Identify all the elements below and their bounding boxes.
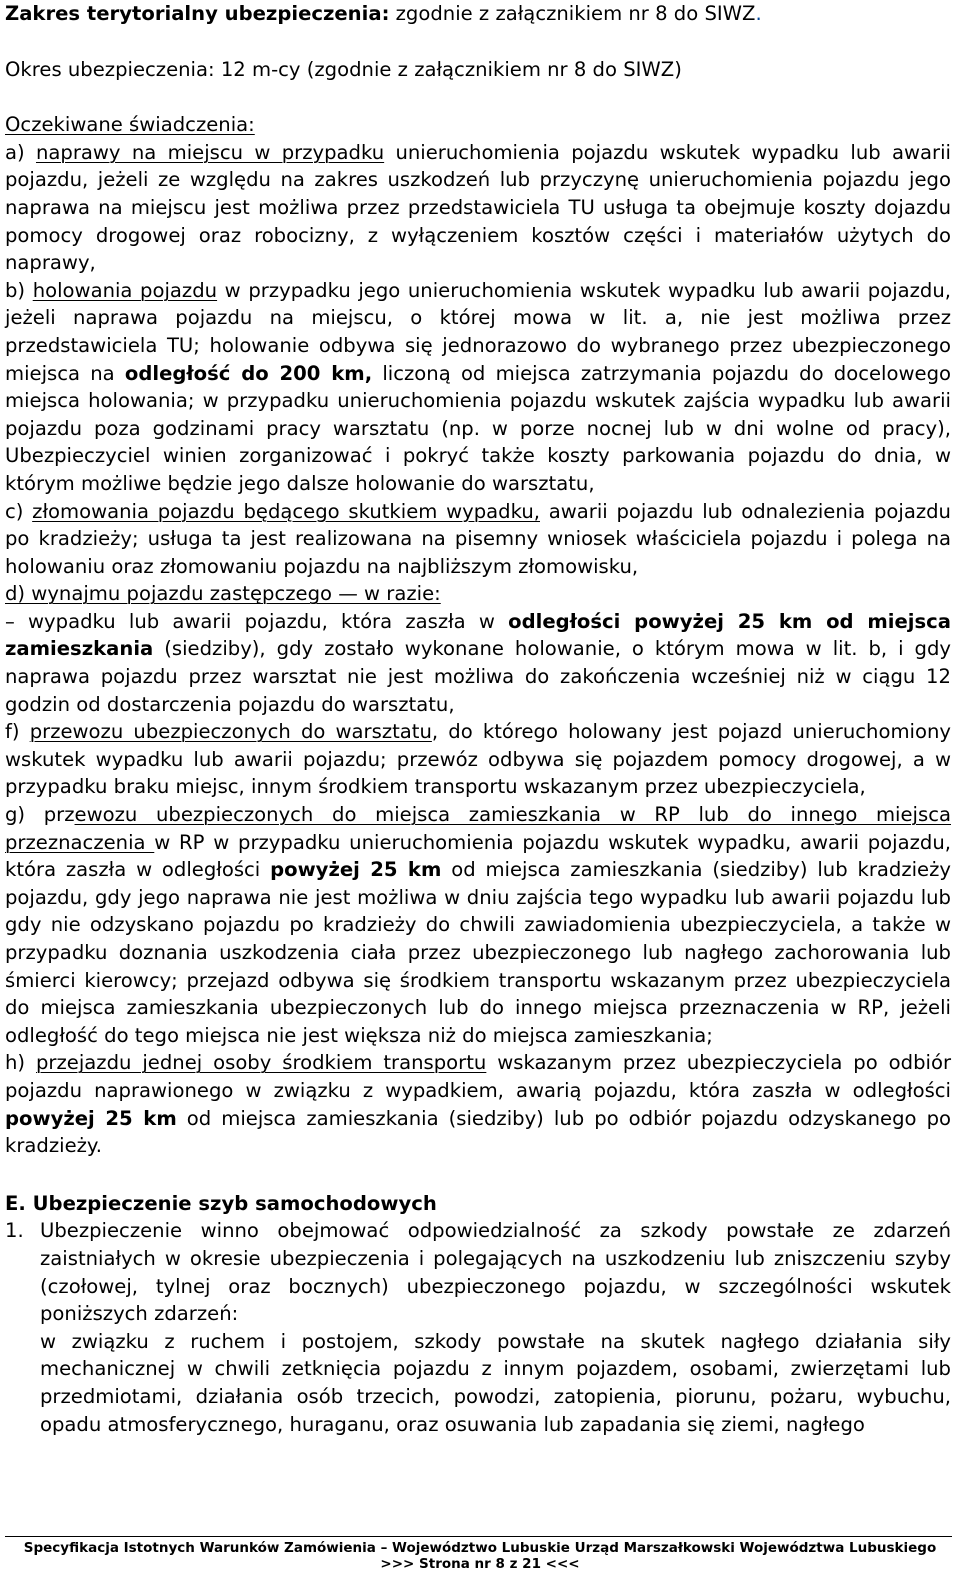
item-f: f) przewozu ubezpieczonych do warsztatu, do którego holowany jest pojazd unieruchomiony wskutek wypadku lub awarii pojazdu; przewóz odbywa się pojazdem pomocy drogowej, a w przypadku braku miejsc, innym środkiem transportu wskazanym przez ubezpieczyciela,	[5, 720, 951, 799]
territorial-scope-value: zgodnie z załącznikiem nr 8 do SIWZ	[395, 2, 756, 25]
item-a-title: naprawy na miejscu w przypadku	[35, 140, 385, 164]
item-g-bold: powyżej 25 km	[270, 858, 442, 882]
territorial-scope	[5, 0, 951, 28]
item-d-sub: – wypadku lub awarii pojazdu, która zaszła w odległości powyżej 25 km od miejsca zamieszkania (siedziby), gdy zostało wykonane holowanie, o którym mowa w lit. b, i gdy naprawa pojazdu przez warsztat nie jest możliwa do zakończenia wcześniej niż w ciągu 12 godzin od dostarczenia pojazdu do warsztatu,	[5, 609, 951, 716]
section-e-point-1: 1. Ubezpieczenie winno obejmować odpowiedzialność za szkody powstałe ze zdarzeń zaistniałych w okresie ubezpieczenia i polegających na uszkodzeniu lub zniszczeniu szyby (czołowej, tylnej oraz bocznych) ubezpieczonego pojazdu, w szczególności wskutek poniższych zdarzeń:	[5, 1219, 951, 1326]
expected-benefits-heading: Oczekiwane świadczenia:	[5, 113, 255, 137]
item-h-title: przejazdu jednej osoby środkiem transportu	[36, 1051, 487, 1075]
item-g: g) przewozu ubezpieczonych do miejsca zamieszkania w RP lub do innego miejsca przeznaczenia w RP w przypadku unieruchomienia pojazdu wskutek wypadku, awarii pojazdu, która zaszła w odległości powyżej 25 km od miejsca zamieszkania (siedziby) lub kradzieży pojazdu, gdy jego naprawa nie jest możliwa w dniu zajścia tego wypadku lub awarii pojazdu lub gdy nie odzyskano pojazdu po kradzieży do chwili zawiadomienia ubezpieczyciela, a także w przypadku doznania uszkodzenia ciała przez ubezpieczonego lub nagłego zachorowania lub śmierci kierowcy; przejazd odbywa się środkiem transportu wskazanym przez ubezpieczyciela do miejsca zamieszkania ubezpieczonych lub do innego miejsca przeznaczenia w RP, jeżeli odległość do tego miejsca nie jest większa niż do miejsca zamieszkania;	[5, 803, 951, 1047]
territorial-scope-label: Zakres terytorialny ubezpieczenia:	[5, 2, 390, 25]
footer-title: Specyfikacja Istotnych Warunków Zamówienia – Województwo Lubuskie Urząd Marszałkowski Województwa Lubuskiego	[23, 1540, 937, 1556]
footer-divider	[5, 1536, 952, 1537]
item-b: b) holowania pojazdu w przypadku jego unieruchomienia wskutek wypadku lub awarii pojazdu, jeżeli naprawa pojazdu na miejscu, o której mowa w lit. a, nie jest możliwa przez przedstawiciela TU; holowanie odbywa się jednorazowo do wybranego przez ubezpieczonego miejsca na odległość do 200 km, liczoną od miejsca zatrzymania pojazdu do docelowego miejsca holowania; w przypadku unieruchomienia pojazdu wskutek zajścia wypadku lub awarii pojazdu poza godzinami pracy warsztatu (np. w porze nocnej lub w dni wolne od pracy), Ubezpieczyciel winien zorganizować i pokryć także koszty parkowania pojazdu do dnia, w którym możliwe będzie jego dalsze holowanie do warsztatu,	[5, 278, 952, 495]
item-d-title: d) wynajmu pojazdu zastępczego — w razie:	[5, 582, 441, 606]
item-c-title: złomowania pojazdu będącego skutkiem wypadku,	[32, 499, 540, 523]
territorial-scope-dot: .	[755, 2, 762, 25]
item-g-title: ewozu ubezpieczonych do miejsca zamieszkania w RP lub do innego miejsca przeznaczenia	[5, 803, 951, 854]
item-h-bold: powyżej 25 km	[5, 1106, 177, 1130]
item-b-bold: odległość do 200 km,	[124, 361, 373, 385]
item-h: h) przejazdu jednej osoby środkiem transportu wskazanym przez ubezpieczyciela po odbiór pojazdu naprawionego w związku z wypadkiem, awarią pojazdu, która zaszła w odległości powyżej 25 km od miejsca zamieszkania (siedziby) lub po odbiór pojazdu odzyskanego po kradzieży.	[5, 1051, 951, 1158]
section-e-point-1-continuation: w związku z ruchem i postojem, szkody powstałe na skutek nagłego działania siły mechanicznej w chwili zetknięcia pojazdu z innym pojazdem, osobami, zwierzętami lub przedmiotami, działania osób trzecich, powodzi, zatopienia, piorunu, pożaru, wybuchu, opadu atmosferycznego, huraganu, oraz osuwania lub zapadania się ziemi, nagłego	[40, 1329, 951, 1436]
page-number: >>> Strona nr 8 z 21 <<<	[380, 1556, 580, 1572]
item-c: c) złomowania pojazdu będącego skutkiem wypadku, awarii pojazdu lub odnalezienia pojazdu po kradzieży; usługa ta jest realizowana na pisemny wniosek właściciela pojazdu i polega na holowaniu oraz złomowaniu pojazdu na najbliższym złomowisku,	[5, 499, 951, 578]
section-e-point-1-number: 1.	[5, 1219, 24, 1243]
item-f-title: przewozu ubezpieczonych do warsztatu	[29, 720, 432, 744]
item-b-title: holowania pojazdu	[32, 278, 218, 302]
item-a: a) naprawy na miejscu w przypadku unieruchomienia pojazdu wskutek wypadku lub awarii pojazdu, jeżeli ze względu na zakres uszkodzeń lub przyczynę unieruchomienia pojazdu jego naprawa na miejscu jest możliwa przez przedstawiciela TU usługa ta obejmuje koszty dojazdu pomocy drogowej oraz robocizny, z wyłączeniem kosztów części i materiałów użytych do naprawy,	[5, 140, 951, 275]
item-d	[5, 580, 951, 608]
document-body	[5, 0, 951, 1438]
page-footer	[0, 1540, 960, 1572]
section-e-heading: E. Ubezpieczenie szyb samochodowych	[5, 1191, 437, 1215]
insurance-period: Okres ubezpieczenia: 12 m-cy (zgodnie z załącznikiem nr 8 do SIWZ)	[5, 57, 682, 81]
item-d-bold: odległości powyżej 25 km od miejsca zamieszkania	[5, 609, 951, 661]
